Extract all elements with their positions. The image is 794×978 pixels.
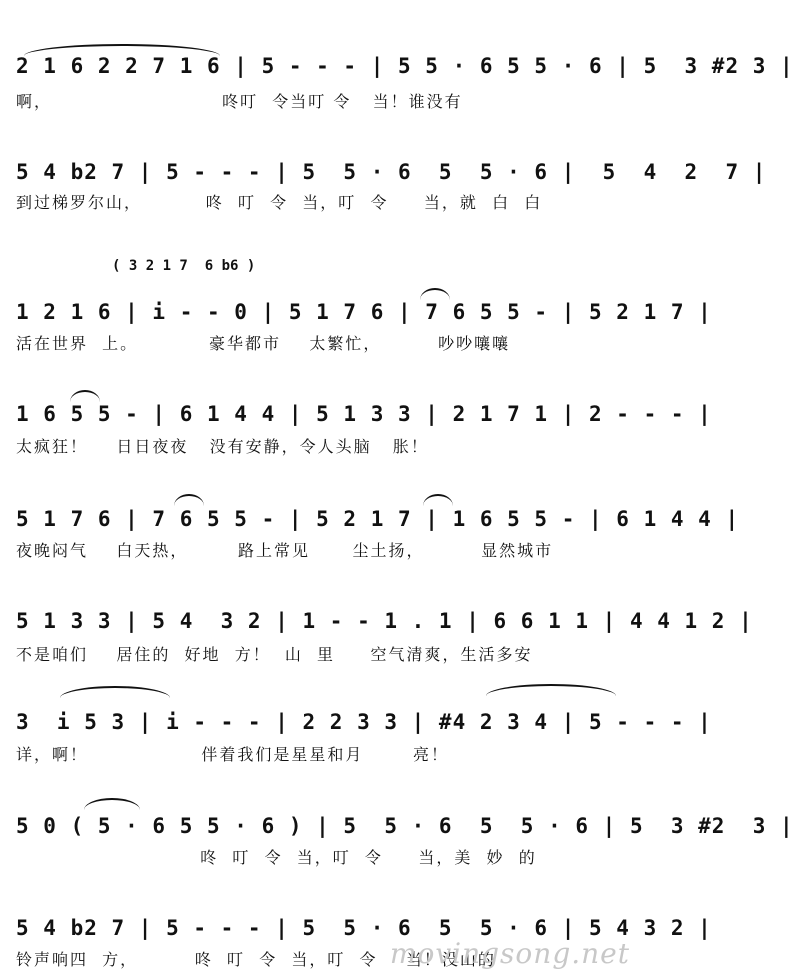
notation-line-7: 3 i 5 3 | i - - - | 2 2 3 3 | #4 2 3 4 | 5 - - - | xyxy=(16,710,712,734)
lyric-line-9: 铃声响四 方， 咚 叮 令 当，叮 令 当！没山的 xyxy=(16,950,496,969)
notation-line-6: 5 1 3 3 | 5 4 3 2 | 1 - - 1 . 1 | 6 6 1 1 | 4 4 1 2 | xyxy=(16,609,753,633)
lyric-line-6: 不是咱们 居住的 好地 方！ 山 里 空气清爽，生活多安 xyxy=(16,645,533,664)
slur xyxy=(60,686,170,698)
lyric-line-5: 夜晚闷气 白天热， 路上常见 尘土扬， 显然城市 xyxy=(16,541,554,560)
slur xyxy=(486,684,616,696)
lyric-line-8: 咚 叮 令 当，叮 令 当，美 妙 的 xyxy=(16,848,537,867)
notation-line-4: 1 6 5 5 - | 6 1 4 4 | 5 1 3 3 | 2 1 7 1 | 2 - - - | xyxy=(16,402,712,426)
slur xyxy=(70,390,100,402)
slur xyxy=(174,494,204,506)
watermark: movingsong.net xyxy=(389,937,630,970)
lyric-line-2: 到过梯罗尔山， 咚 叮 令 当，叮 令 当，就 白 白 xyxy=(16,193,543,212)
slur xyxy=(84,798,140,810)
lyric-line-3: 活在世界 上。 豪华都市 太繁忙， 吵吵嚷嚷 xyxy=(16,334,511,353)
slur xyxy=(420,288,450,300)
notation-line-3: 1 2 1 6 | i - - 0 | 5 1 7 6 | 7 6 5 5 - | 5 2 1 7 | xyxy=(16,300,712,324)
lyric-line-4: 太疯狂！ 日日夜夜 没有安静，令人头脑 胀！ xyxy=(16,437,429,456)
notation-line-8: 5 0 ( 5 · 6 5 5 · 6 ) | 5 5 · 6 5 5 · 6 | 5 3 #2 3 | xyxy=(16,814,794,838)
notation-line-5: 5 1 7 6 | 7 6 5 5 - | 5 2 1 7 | 1 6 5 5 - | 6 1 4 4 | xyxy=(16,507,740,531)
notation-line-2: 5 4 b2 7 | 5 - - - | 5 5 · 6 5 5 · 6 | 5 4 2 7 | xyxy=(16,160,767,184)
notation-line-9: 5 4 b2 7 | 5 - - - | 5 5 · 6 5 5 · 6 | 5 4 3 2 | xyxy=(16,916,712,940)
lyric-line-7: 详，啊！ 伴着我们是星星和月 亮！ xyxy=(16,745,449,764)
grace-notes: ( 3 2 1 7 6 b6 ) xyxy=(112,258,256,274)
slur xyxy=(423,494,453,506)
lyric-line-1: 啊， 咚叮 令当叮 令 当！谁没有 xyxy=(16,92,463,111)
notation-line-1: 2 1 6 2 2 7 1 6 | 5 - - - | 5 5 · 6 5 5 · 6 | 5 3 #2 3 | xyxy=(16,54,794,78)
